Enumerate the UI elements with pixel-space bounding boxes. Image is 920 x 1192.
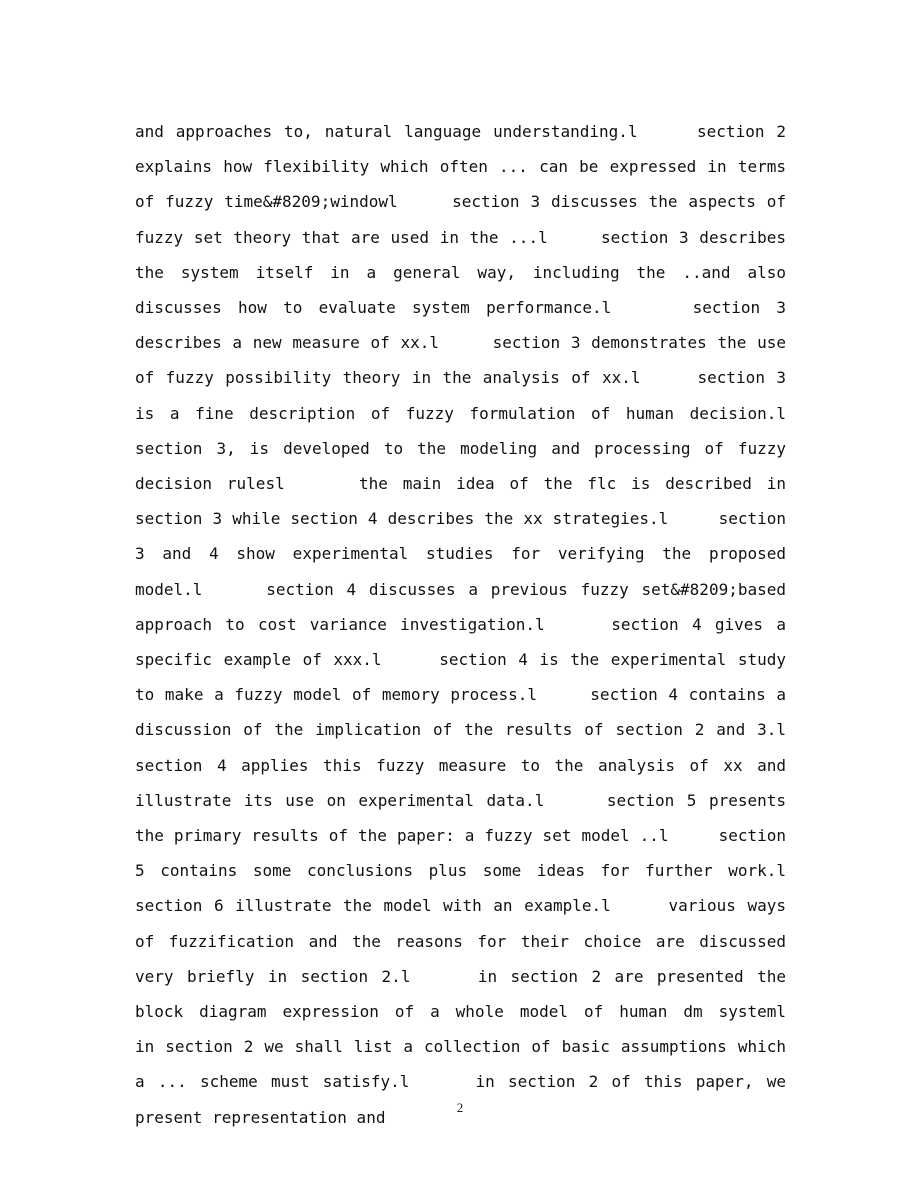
body-paragraph: and approaches to, natural language understanding.l section 2 explains how flexibility which often ... can be expressed in terms of fuzzy time&#8209;windowl section 3 discusses the aspects of fuzzy set theory that are used in the ...l section 3 describes the system itself in a general way, including the ..and also discusses how to evaluate system performance.l section 3 describes a new measure of xx.l section 3 demonstrates the use of fuzzy possibility theory in the analysis of xx.l section 3 is a fine description of fuzzy formulation of human decision.l section 3, is developed to the modeling and processing of fuzzy decision rulesl the main idea of the flc is described in section 3 while section 4 describes the xx strategies.l section 3 and 4 show experimental studies for verifying the proposed model.l section 4 discusses a previous fuzzy set&#8209;based approach to cost variance investigation.l section 4 gives a specific example of xxx.l section 4 is the experimental study to make a fuzzy model of memory process.l section 4 contains a discussion of the implication of the results of section 2 and 3.l section 4 applies this fuzzy measure to the analysis of xx and illustrate its use on experimental data.l section 5 presents the primary results of the paper: a fuzzy set model ..l section 5 contains some conclusions plus some ideas for further work.l section 6 illustrate the model with an example.l various ways of fuzzification and the reasons for their choice are discussed very briefly in section 2.l in section 2 are presented the block diagram expression of a whole model of human dm systeml in section 2 we shall list a collection of basic assumptions which a ... scheme must satisfy.l in section 2 of this paper, we present representation and — [135, 122, 835, 1127]
page-number: 2 — [456, 1100, 464, 1115]
